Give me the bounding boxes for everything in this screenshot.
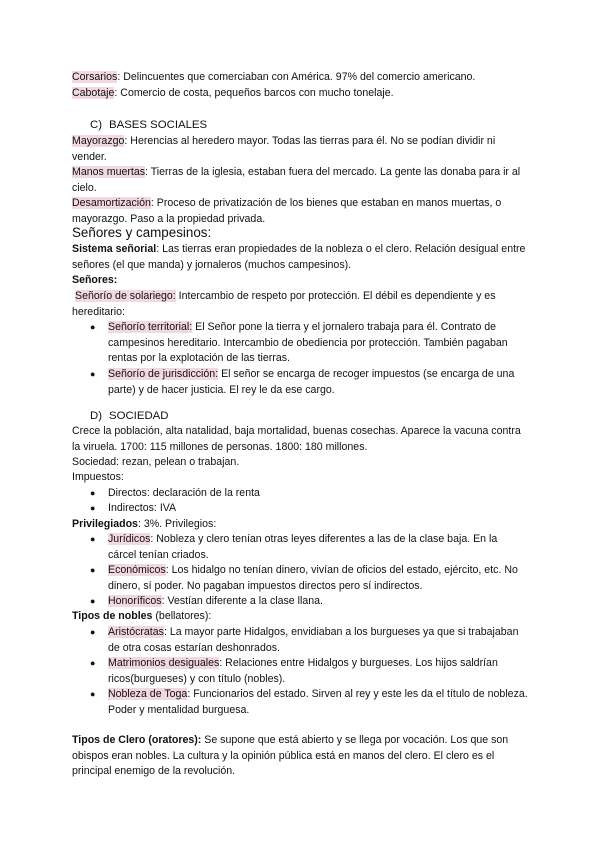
list-item <box>90 656 528 687</box>
corsarios-text: : Delincuentes que comerciaban con América. 97% del comercio americano. <box>117 71 476 83</box>
term-matrimonios: Matrimonios desiguales <box>108 657 220 669</box>
tipos-nobles-text: (bellatores): <box>152 610 212 622</box>
senores-label <box>72 273 528 289</box>
bullet-icon: ● <box>90 689 96 699</box>
bullet-icon: ● <box>90 534 96 544</box>
term-cabotaje: Cabotaje <box>72 87 115 99</box>
section-heading-sociedad <box>90 408 169 424</box>
crece-paragraph: Crece la población, alta natalidad, baja mortalidad, buenas cosechas. Aparece la vacuna contra la viruela. 1700: 115 millones de personas. 1800: 180 millones. <box>72 425 521 453</box>
corsarios-entry <box>72 70 528 86</box>
list-item <box>90 501 528 517</box>
privilegiados-text: : 3%. Privilegios: <box>137 518 217 530</box>
mayorazgo-entry <box>72 134 528 165</box>
manos-muertas-entry <box>72 165 528 196</box>
list-item <box>90 320 528 367</box>
term-manos-muertas: Manos muertas <box>72 166 146 178</box>
honorificos-text: : Vestían diferente a la clase llana. <box>161 595 323 607</box>
list-item <box>90 625 528 656</box>
jurisdiccion-text: El señor se encarga de recoger impuestos (se encarga de una parte) y de hacer justicia. El rey le da ese cargo. <box>108 368 515 396</box>
tipos-clero-text: Se supone que está abierto y se llega por vocación. Los que son obispos eran nobles. La cultura y la opinión pública está en manos del clero. El clero es el principal enemigo de la revolución. <box>72 734 509 778</box>
impuestos-label: Impuestos: <box>72 471 124 483</box>
directos-text: Directos: declaración de la renta <box>108 487 260 499</box>
term-sistema-senorial: Sistema señorial <box>72 243 157 255</box>
cabotaje-text: : Comercio de costa, pequeños barcos con mucho tonelaje. <box>114 87 394 99</box>
sistema-text: : Las tierras eran propiedades de la nobleza o el clero. Relación desigual entre señores (el que manda) y jornaleros (muchos campesinos). <box>72 243 526 271</box>
term-aristocratas: Aristócratas <box>108 626 164 638</box>
term-tipos-clero: Tipos de Clero (oratores): <box>72 734 202 746</box>
list-item <box>90 687 528 718</box>
bullet-icon: ● <box>90 596 96 606</box>
senores-label-text: Señores: <box>72 274 118 286</box>
term-corsarios: Corsarios <box>72 71 118 83</box>
section-title: BASES SOCIALES <box>109 119 208 131</box>
sociedad-line: Sociedad: rezan, pelean o trabajan. <box>72 456 240 468</box>
solariego-entry <box>72 289 528 320</box>
term-privilegiados: Privilegiados <box>72 518 138 530</box>
tipos-clero-entry <box>72 733 528 780</box>
matrimonios-text: : Relaciones entre Hidalgos y burgueses. Los hijos saldrían ricos(burgueses) y con título (nobles). <box>108 657 498 685</box>
bullet-icon: ● <box>90 627 96 637</box>
list-item <box>90 367 528 398</box>
juridicos-text: : Nobleza y clero tenían otras leyes diferentes a las de la clase baja. En la cárcel tenían criados. <box>108 533 498 561</box>
section-title: SOCIEDAD <box>109 410 169 422</box>
term-territorial: Señorío territorial: <box>108 321 193 333</box>
economicos-text: : Los hidalgo no tenían dinero, vivían de oficios del estado, ejército, etc. No dinero, sí poder. No pagaban impuestos directos pero sí indirectos. <box>108 564 518 592</box>
bullet-icon: ● <box>90 322 96 332</box>
list-item <box>90 532 528 563</box>
indirectos-text: Indirectos: IVA <box>108 502 177 514</box>
term-jurisdiccion: Señorío de jurisdicción: <box>108 368 219 380</box>
tipos-nobles-entry <box>72 609 528 625</box>
bullet-icon: ● <box>90 565 96 575</box>
mayorazgo-text: : Herencias al heredero mayor. Todas las tierras para él. No se podían dividir ni vender. <box>72 135 496 163</box>
section-letter: C) <box>90 119 103 131</box>
solariego-text: Intercambio de respeto por protección. El débil es dependiente y es hereditario: <box>72 290 496 318</box>
bullet-icon: ● <box>90 503 96 513</box>
term-desamortizacion: Desamortización <box>72 197 151 209</box>
toga-text: : Funcionarios del estado. Sirven al rey y este les da el título de nobleza. Poder y mentalidad burguesa. <box>108 688 528 716</box>
cabotaje-entry <box>72 86 528 102</box>
bullet-icon: ● <box>90 658 96 668</box>
term-toga: Nobleza de Toga <box>108 688 188 700</box>
senores-campesinos-heading: Señores y campesinos: <box>72 225 212 240</box>
term-solariego: Señorío de solariego: <box>75 290 176 302</box>
term-honorificos: Honoríficos <box>108 595 162 607</box>
list-item <box>90 563 528 594</box>
term-juridicos: Jurídicos <box>108 533 151 545</box>
bullet-icon: ● <box>90 369 96 379</box>
privilegiados-entry <box>72 517 528 533</box>
term-economicos: Económicos <box>108 564 166 576</box>
term-mayorazgo: Mayorazgo <box>72 135 125 147</box>
desamortizacion-text: : Proceso de privatización de los bienes que estaban en manos muertas, o mayorazgo. Paso a la propiedad privada. <box>72 197 502 225</box>
sistema-senorial-entry <box>72 242 528 273</box>
term-tipos-nobles: Tipos de nobles <box>72 610 153 622</box>
manos-muertas-text: : Tierras de la iglesia, estaban fuera del mercado. La gente las donaba para ir al cielo. <box>72 166 521 194</box>
bullet-icon: ● <box>90 488 96 498</box>
section-heading-bases-sociales <box>90 117 207 133</box>
list-item <box>90 594 528 610</box>
section-letter: D) <box>90 410 103 422</box>
aristocratas-text: : La mayor parte Hidalgos, envidiaban a los burgueses ya que si trabajaban de otra cosas estarían deshonrados. <box>108 626 519 654</box>
list-item <box>90 486 528 502</box>
desamortizacion-entry <box>72 196 528 227</box>
territorial-text: El Señor pone la tierra y el jornalero trabaja para él. Contrato de campesinos hereditario. Intercambio de obediencia por protección. También pagaban rentas por la explotación de las tierras. <box>108 321 508 365</box>
